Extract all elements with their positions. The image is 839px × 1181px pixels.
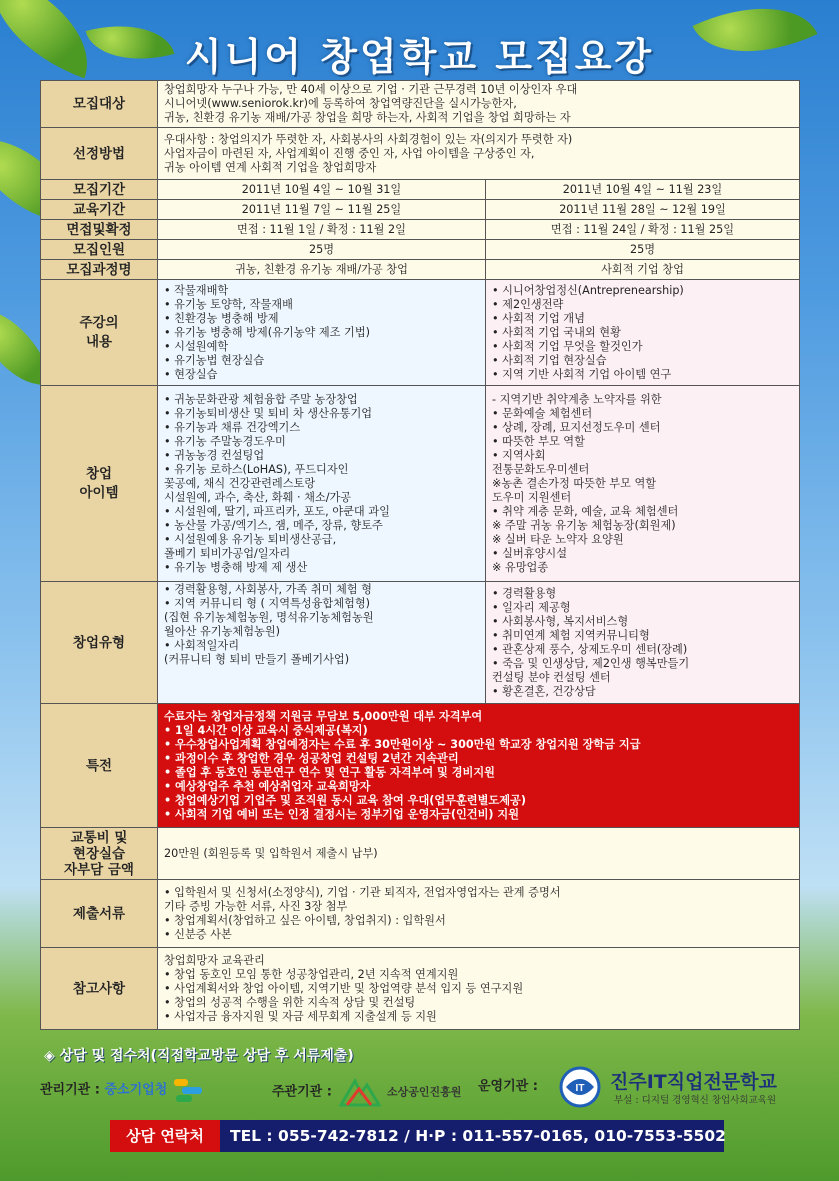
cell-b: 25명 — [486, 240, 800, 260]
text-line: 창업희망자 누구나 가능, 만 40세 이상으로 기업 · 기관 근무경력 10년 이상인자 우대 — [164, 83, 578, 96]
recruitment-table — [40, 80, 800, 1030]
table-row — [41, 582, 800, 704]
list-item: ※농촌 결손가정 따뜻한 부모 역할 — [492, 476, 657, 490]
row-label: 제출서류 — [41, 880, 158, 948]
list-item: • 취약 계층 문화, 예술, 교육 체험센터 — [492, 504, 679, 518]
list-item: 창업희망자 교육관리 — [164, 953, 265, 967]
list-item: • 시니어창업정신(Antreprenearship) — [492, 283, 684, 297]
row-label: 모집대상 — [41, 81, 158, 128]
list-item: • 문화예술 체험센터 — [492, 406, 593, 420]
text-line: 귀농, 친환경 유기농 재배/가공 창업을 희망 하는자, 사회적 기업을 창업 희망하는 자 — [164, 111, 571, 124]
list-item: • 사회봉사형, 복지서비스형 — [492, 614, 629, 628]
list-item: • 시설원예용 유기농 퇴비생산공급, — [164, 532, 337, 546]
list-item: • 취미연계 체험 지역커뮤니티형 — [492, 628, 650, 642]
table-row — [41, 828, 800, 880]
list-item: ※ 유망업종 — [492, 560, 549, 574]
selection-cell — [158, 128, 800, 180]
list-item: • 사업계획서와 창업 아이템, 지역기반 및 창업역량 분석 입지 등 연구지원 — [164, 981, 524, 995]
list-item: • 사회적 기업 현장실습 — [492, 353, 607, 367]
run-label: 운영기관 : — [478, 1079, 538, 1094]
svg-text:IT: IT — [575, 1083, 585, 1094]
cell-b: 사회적 기업 창업 — [486, 260, 800, 280]
list-item: • 사회적 기업 예비 또는 인정 결정시는 정부기업 운영자금(인건비) 지원 — [164, 807, 520, 821]
list-item: • 농산물 가공/엑기스, 잼, 메주, 장류, 향토주 — [164, 518, 383, 532]
list-item: • 귀농문화관광 체험융합 주말 농장창업 — [164, 392, 358, 406]
row-label: 모집기간 — [41, 180, 158, 200]
run-sub: 부설 : 디지털 경영혁신 창업사회교육원 — [614, 1095, 777, 1106]
text-line: 우대사항 : 창업의지가 뚜렷한 자, 사회봉사의 사회경험이 있는 자(의지가 뚜렷한 자) — [164, 132, 573, 146]
run-org — [478, 1075, 538, 1094]
list-item: 전통문화도우미센터 — [492, 462, 590, 476]
list-item: • 우수창업사업계획 창업예정자는 수료 후 30만원이상 ~ 300만원 학교장 창업지원 장학금 지급 — [164, 737, 641, 751]
row-label: 교육기간 — [41, 200, 158, 220]
list-item: • 입학원서 및 신청서(소정양식), 기업 · 기관 퇴직자, 전업자영업자는 관계 증명서 — [164, 885, 561, 899]
semas-logo-icon — [337, 1075, 383, 1109]
host-name: 소상공인진흥원 — [387, 1085, 462, 1099]
list-item: • 신분증 사본 — [164, 927, 232, 941]
list-item: • 친환경농 병충해 방제 — [164, 311, 279, 325]
list-item: • 지역 기반 사회적 기업 아이템 연구 — [492, 367, 672, 381]
list-item: • 관혼상제 풍수, 상제도우미 센터(장례) — [492, 642, 688, 656]
list-item: 컨설팅 분야 컨설팅 센터 — [492, 670, 611, 684]
list-item: 수료자는 창업자금정책 지원금 무담보 5,000만원 대부 자격부여 — [164, 709, 483, 723]
row-label: 참고사항 — [41, 948, 158, 1030]
host-label: 주관기관 : — [272, 1084, 332, 1100]
row-label: 창업유형 — [41, 582, 158, 704]
text-line: 귀농 아이템 연계 사회적 기업을 창업희망자 — [164, 160, 377, 174]
list-item: • 예상창업주 추천 예상취업자 교육희망자 — [164, 779, 371, 793]
list-item: 도우미 지원센터 — [492, 490, 572, 504]
host-org — [272, 1075, 461, 1109]
sbc-logo-icon — [172, 1075, 206, 1105]
list-item: 폴베기 퇴비가공업/일자리 — [164, 546, 291, 560]
list-item: • 유기농 토양학, 작물재배 — [164, 297, 293, 311]
contact-bar — [110, 1120, 724, 1152]
cell-a: 귀농, 친환경 유기농 재배/가공 창업 — [158, 260, 486, 280]
target-cell — [158, 81, 800, 128]
list-item: • 일자리 제공형 — [492, 600, 571, 614]
list-item: • 지역 커뮤니티 형 ( 지역특성융합체험형) — [164, 597, 371, 610]
list-item: ※ 실버 타운 노약자 요양원 — [492, 532, 624, 546]
list-item: (커뮤니티 형 퇴비 만들기 폴베기사업) — [164, 653, 350, 666]
list-item: - 지역기반 취약계층 노약자를 위한 — [492, 392, 662, 406]
list-item: • 과정이수 후 창업한 경우 성공창업 컨설팅 2년간 지속관리 — [164, 751, 459, 765]
list-item: • 창업예상기업 기업주 및 조직원 동시 교육 참여 우대(업무훈련별도제공) — [164, 793, 526, 807]
list-item: • 상례, 장례, 묘지선정도우미 센터 — [492, 420, 661, 434]
content-cell-b — [486, 280, 800, 386]
list-item: • 작물재배학 — [164, 283, 229, 297]
row-label: 주강의 내용 — [41, 280, 158, 386]
list-item: • 유기농퇴비생산 및 퇴비 차 생산유통기업 — [164, 406, 373, 420]
content-cell-a — [158, 280, 486, 386]
page-title: 시니어 창업학교 모집요강 — [184, 35, 655, 79]
cell-a: 2011년 10월 4일 ~ 10월 31일 — [158, 180, 486, 200]
table-row — [41, 200, 800, 220]
list-item: • 사회적 기업 개념 — [492, 311, 585, 325]
table-row — [41, 260, 800, 280]
list-item: • 유기농 주말농경도우미 — [164, 434, 286, 448]
table-row — [41, 948, 800, 1030]
contact-numbers: TEL : 055-742-7812 / H·P : 011-557-0165, 010-7553-5502 — [230, 1127, 726, 1145]
list-item: • 사회적 기업 국내외 현황 — [492, 325, 621, 339]
table-row — [41, 220, 800, 240]
row-label: 선정방법 — [41, 128, 158, 180]
docs-cell — [158, 880, 800, 948]
cell-a: 면접 : 11월 1일 / 확정 : 11월 2일 — [158, 220, 486, 240]
table-row — [41, 880, 800, 948]
manage-label: 관리기관 : — [40, 1082, 100, 1098]
list-item: • 창업 동호인 모임 통한 성공창업관리, 2년 지속적 연계지원 — [164, 967, 459, 981]
list-item: • 실버휴양시설 — [492, 546, 567, 560]
text-line: 사업자금이 마련된 자, 사업계획이 진행 중인 자, 사업 아이템을 구상중인 자, — [164, 146, 535, 160]
list-item: • 경력활용형, 사회봉사, 가족 취미 체험 형 — [164, 583, 372, 596]
items-cell-b — [486, 386, 800, 582]
cell-b: 면접 : 11월 24일 / 확정 : 11월 25일 — [486, 220, 800, 240]
list-item: • 유기농법 현장실습 — [164, 353, 265, 367]
list-item: • 창업의 성공적 수행을 위한 지속적 상담 및 컨설팅 — [164, 995, 416, 1009]
table-row — [41, 128, 800, 180]
table-row — [41, 280, 800, 386]
list-item: • 귀농농경 컨설팅업 — [164, 448, 265, 462]
list-item: ※ 주말 귀농 유기농 체험농장(회원제) — [492, 518, 676, 532]
list-item: • 경력활용형 — [492, 586, 557, 600]
row-label: 창업 아이템 — [41, 386, 158, 582]
list-item: • 사회적일자리 — [164, 639, 239, 652]
items-cell-a — [158, 386, 486, 582]
org-row — [40, 1065, 800, 1115]
cell-a: 25명 — [158, 240, 486, 260]
list-item: • 창업계획서(창업하고 싶은 아이템, 창업취지) : 입학원서 — [164, 913, 446, 927]
table-row — [41, 180, 800, 200]
list-item: • 시설원예, 딸기, 파프리카, 포도, 야쿤대 과일 — [164, 504, 390, 518]
contact-heading: ◈ 상담 및 접수처(직접학교방문 상담 후 서류제출) — [44, 1048, 354, 1064]
cell-b: 2011년 11월 28일 ~ 12월 19일 — [486, 200, 800, 220]
notes-cell — [158, 948, 800, 1030]
list-item: 꽃공예, 채식 건강관련레스토랑 — [164, 476, 316, 490]
school-logo-icon — [556, 1065, 604, 1109]
list-item: • 유기농 병충해 방제 제 생산 — [164, 560, 308, 574]
list-item: • 지역사회 — [492, 448, 546, 462]
benefit-cell — [158, 704, 800, 828]
contact-label: 상담 연락처 — [110, 1120, 220, 1152]
type-cell-a — [158, 582, 486, 704]
manage-name: 중소기업청 — [104, 1082, 168, 1098]
list-item: 기타 증빙 가능한 서류, 사진 3장 첨부 — [164, 899, 348, 913]
list-item: 월아산 유기농체험농원) — [164, 625, 280, 638]
text-line: 시니어넷(www.seniorok.kr)에 등록하여 창업역량진단을 실시가능한자, — [164, 97, 517, 110]
row-label: 모집과정명 — [41, 260, 158, 280]
list-item: (집현 유기농체험농원, 명석유기농체험농원 — [164, 611, 374, 624]
type-cell-b — [486, 582, 800, 704]
list-item: • 사업자금 융자지원 및 자금 세무회계 지출설계 등 지원 — [164, 1009, 437, 1023]
list-item: • 따뜻한 부모 역할 — [492, 434, 585, 448]
run-name: 진주IT직업전문학교 — [610, 1071, 777, 1093]
row-label: 모집인원 — [41, 240, 158, 260]
cell-b: 2011년 10월 4일 ~ 11월 23일 — [486, 180, 800, 200]
table-row — [41, 704, 800, 828]
list-item: • 현장실습 — [164, 367, 218, 381]
table-row — [41, 386, 800, 582]
list-item: • 사회적 기업 무엇을 할것인가 — [492, 339, 643, 353]
list-item: • 시설원예학 — [164, 339, 229, 353]
table-row — [41, 81, 800, 128]
list-item: • 1일 4시간 이상 교육시 중식제공(복지) — [164, 723, 368, 737]
list-item: • 유기농 로하스(LoHAS), 푸드디자인 — [164, 462, 349, 476]
list-item: • 제2인생전략 — [492, 297, 564, 311]
list-item: 시설원예, 과수, 축산, 화훼 · 채소/가공 — [164, 490, 352, 504]
table-row — [41, 240, 800, 260]
list-item: • 죽음 및 인생상담, 제2인생 행복만들기 — [492, 656, 690, 670]
row-label: 교통비 및 현장실습 자부담 금액 — [41, 828, 158, 880]
fee-cell: 20만원 (회원등록 및 입학원서 제출시 납부) — [158, 828, 800, 880]
row-label: 특전 — [41, 704, 158, 828]
cell-a: 2011년 11월 7일 ~ 11월 25일 — [158, 200, 486, 220]
manage-org — [40, 1075, 206, 1105]
list-item: • 졸업 후 동호인 동문연구 연수 및 연구 활동 자격부여 및 경비지원 — [164, 765, 495, 779]
row-label: 면접및확정 — [41, 220, 158, 240]
list-item: • 황혼결혼, 건강상담 — [492, 684, 596, 698]
list-item: • 유기농 병충해 방제(유기농약 제조 기법) — [164, 325, 371, 339]
list-item: • 유기농과 채류 건강엑기스 — [164, 420, 301, 434]
